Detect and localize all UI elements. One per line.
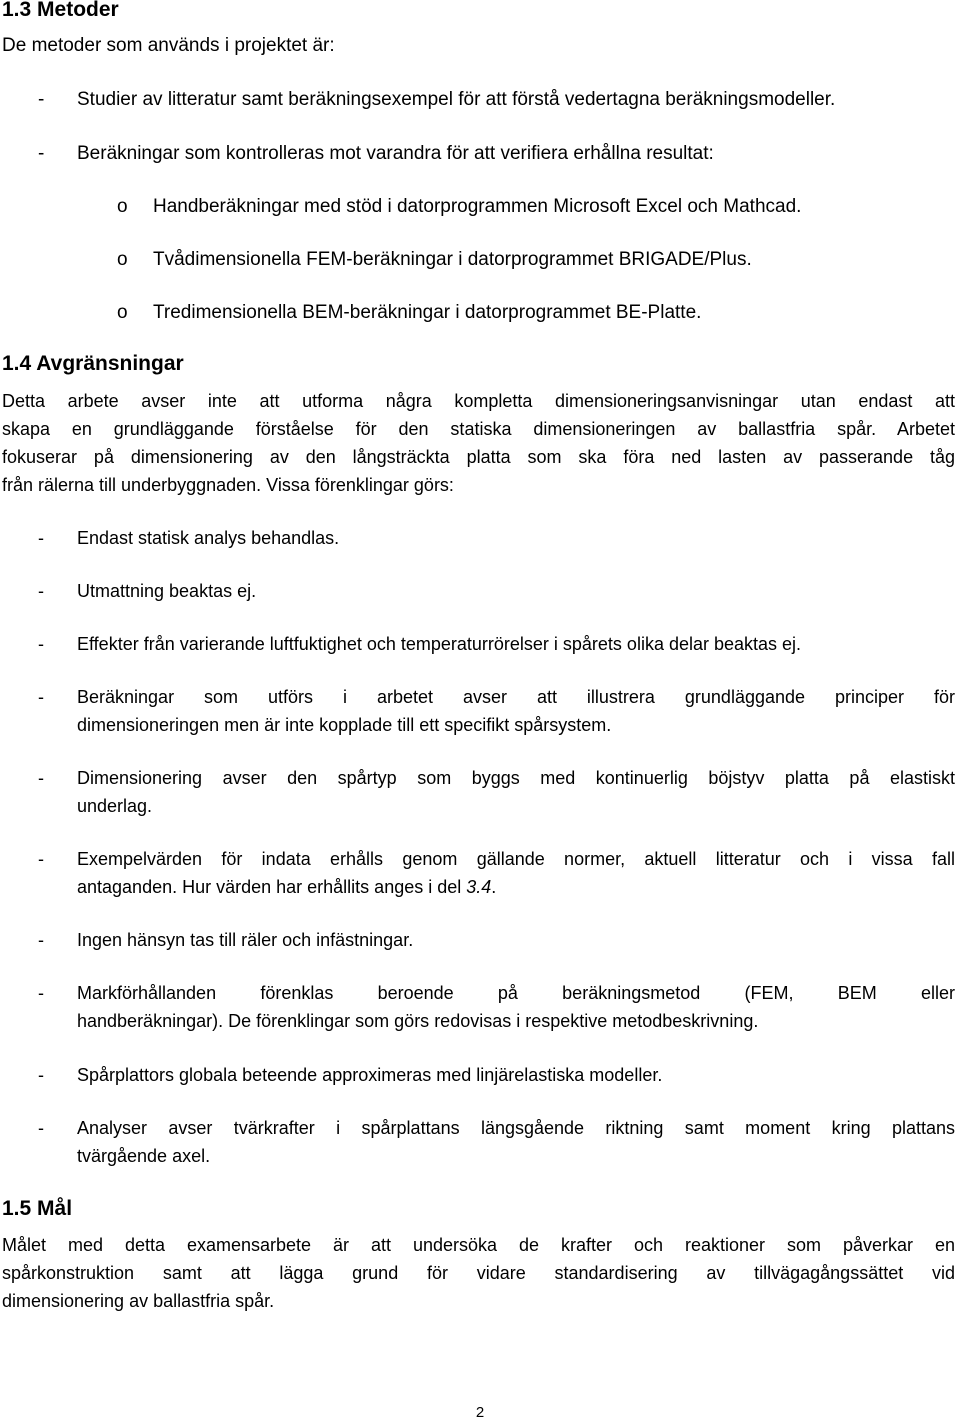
list-item: Beräkningar som utförs i arbetet avser att illustrera grundläggande principer för: [77, 687, 955, 707]
dash-marker: -: [38, 687, 44, 707]
dash-marker: -: [38, 983, 44, 1003]
dash-marker: -: [38, 849, 44, 869]
sublist-item: Tredimensionella BEM-beräkningar i datorprogrammet BE-Platte.: [153, 302, 702, 323]
dash-marker: -: [38, 930, 44, 950]
paragraph-line: från rälerna till underbyggnaden. Vissa förenklingar görs:: [2, 475, 454, 495]
list-item: Effekter från varierande luftfuktighet och temperaturrörelser i spårets olika delar beaktas ej.: [77, 634, 802, 654]
paragraph-line: Detta arbete avser inte att utforma några kompletta dimensioneringsanvisningar utan endast att: [2, 391, 955, 411]
paragraph-line: dimensionering av ballastfria spår.: [2, 1291, 275, 1311]
list-item: Beräkningar som kontrolleras mot varandra för att verifiera erhållna resultat:: [77, 143, 714, 164]
dash-marker: -: [38, 143, 45, 164]
dash-marker: -: [38, 1065, 44, 1085]
section-heading-mal: 1.5 Mål: [2, 1197, 73, 1220]
metoder-intro: De metoder som används i projektet är:: [2, 35, 335, 56]
list-item: Endast statisk analys behandlas.: [77, 528, 340, 548]
list-item: Ingen hänsyn tas till räler och infästningar.: [77, 930, 414, 950]
list-item: Studier av litteratur samt beräkningsexempel för att förstå vedertagna beräkningsmodeller.: [77, 89, 836, 110]
dash-marker: -: [38, 768, 44, 788]
list-item-text: antaganden. Hur värden har erhållits anges i del: [77, 877, 467, 897]
dash-marker: -: [38, 1118, 44, 1138]
section-heading-avgransningar: 1.4 Avgränsningar: [2, 352, 184, 375]
paragraph-line: Målet med detta examensarbete är att undersöka de krafter och reaktioner som påverkar en: [2, 1235, 955, 1255]
section-heading-metoder: 1.3 Metoder: [2, 0, 119, 21]
paragraph-line: spårkonstruktion samt att lägga grund för vidare standardisering av tillvägagångssättet vid: [2, 1263, 955, 1283]
list-item-continuation: dimensioneringen men är inte kopplade till ett specifikt spårsystem.: [77, 715, 612, 735]
dash-marker: -: [38, 528, 44, 548]
list-item: Dimensionering avser den spårtyp som byggs med kontinuerlig böjstyv platta på elastiskt: [77, 768, 955, 788]
list-item: Analyser avser tvärkrafter i spårplattans längsgående riktning samt moment kring plattans: [77, 1118, 955, 1138]
list-item: Markförhållanden förenklas beroende på beräkningsmetod (FEM, BEM eller: [77, 983, 955, 1003]
dash-marker: -: [38, 89, 45, 110]
paragraph-line: fokuserar på dimensionering av den långsträckta platta som ska föra ned lasten av passerande tåg: [2, 447, 955, 467]
sublist-item: Handberäkningar med stöd i datorprogrammen Microsoft Excel och Mathcad.: [153, 196, 802, 217]
circle-bullet-marker: o: [117, 302, 128, 323]
list-item: Spårplattors globala beteende approximeras med linjärelastiska modeller.: [77, 1065, 663, 1085]
dash-marker: -: [38, 634, 44, 654]
paragraph-line: skapa en grundläggande förståelse för den statiska dimensioneringen av ballastfria spår. Arbetet: [2, 419, 955, 439]
sublist-item: Tvådimensionella FEM-beräkningar i datorprogrammet BRIGADE/Plus.: [153, 249, 752, 270]
list-item: Exempelvärden för indata erhålls genom gällande normer, aktuell litteratur och i vissa fall: [77, 849, 955, 869]
page-number: 2: [475, 1404, 485, 1421]
list-item-text: .: [491, 877, 497, 897]
list-item-continuation: handberäkningar). De förenklingar som görs redovisas i respektive metodbeskrivning.: [77, 1011, 759, 1031]
circle-bullet-marker: o: [117, 196, 128, 217]
dash-marker: -: [38, 581, 44, 601]
circle-bullet-marker: o: [117, 249, 128, 270]
list-item: Utmattning beaktas ej.: [77, 581, 257, 601]
cross-reference: 3.4: [466, 877, 492, 897]
list-item-continuation: tvärgående axel.: [77, 1146, 211, 1166]
list-item-continuation: underlag.: [77, 796, 153, 816]
list-item-continuation: [77, 877, 496, 898]
